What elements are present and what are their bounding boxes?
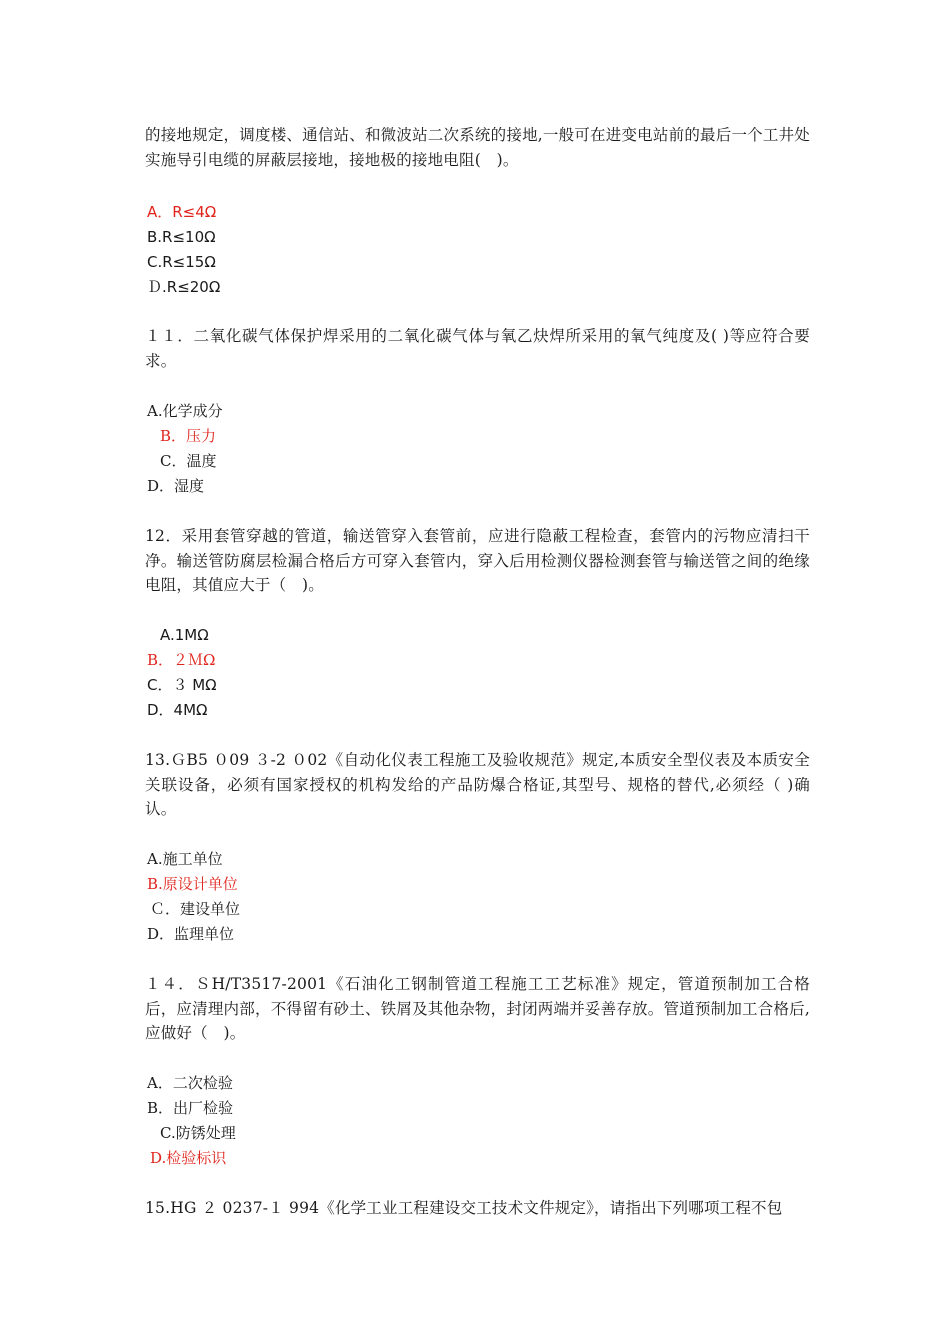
question-stem: 13.ＧB5 ０09 ３-2 ０02《自动化仪表工程施工及验收规范》规定,本质安全型仪表及本质安全关联设备，必须有国家授权的机构发给的产品防爆合格证,其型号、规格的替代,必须经（ )确认。 (145, 751, 810, 818)
option-c: C.R≤15Ω (147, 253, 216, 271)
option-d-answer: D.检验标识 (150, 1149, 227, 1167)
option-a: A.化学成分 (147, 402, 223, 420)
option-b: B．出厂检验 (147, 1099, 234, 1117)
option-a: A.施工单位 (147, 850, 223, 868)
option-d: D．监理单位 (147, 925, 235, 943)
question-stem: 的接地规定，调度楼、通信站、和微波站二次系统的接地,一般可在进变电站前的最后一个工井处实施导引电缆的屏蔽层接地，接地极的接地电阻( )。 (145, 126, 810, 169)
option-b-answer: B．压力 (160, 427, 217, 445)
option-c: Ｃ．建设单位 (150, 900, 241, 918)
question-stem: １４．ＳH/T3517-2001《石油化工钢制管道工程施工工艺标准》规定，管道预制加工合格后，应清理内部，不得留有砂土、铁屑及其他杂物，封闭两端并妥善存放。管道预制加工合格后,应做好（ )。 (145, 975, 810, 1042)
option-d: Ｄ.R≤20Ω (147, 278, 221, 296)
question-stem: 15.HG ２ 0237-１ 994《化学工业工程建设交工技术文件规定》，请指出下列哪项工程不包 (145, 1199, 783, 1217)
option-c: C．３ MΩ (147, 676, 217, 694)
option-b-answer: B.原设计单位 (147, 875, 238, 893)
option-a: A．二次检验 (147, 1074, 233, 1092)
question-stem: 12．采用套管穿越的管道，输送管穿入套管前，应进行隐蔽工程检查，套管内的污物应清扫干净。输送管防腐层检漏合格后方可穿入套管内，穿入后用检测仪器检测套管与输送管之间的绝缘电阻，其值应大于（ )。 (145, 527, 810, 594)
option-b: B.R≤10Ω (147, 228, 216, 246)
option-c: C．温度 (160, 452, 217, 470)
question-stem: １１．二氧化碳气体保护焊采用的二氧化碳气体与氧乙炔焊所采用的氧气纯度及( )等应符合要求。 (145, 327, 810, 370)
option-d: D．湿度 (147, 477, 205, 495)
option-a: A.1MΩ (160, 626, 209, 644)
option-a-answer: A．R≤4Ω (147, 203, 217, 221)
option-d: D．4MΩ (147, 701, 208, 719)
option-b-answer: B．２ＭΩ (147, 651, 216, 669)
option-c: C.防锈处理 (160, 1124, 236, 1142)
